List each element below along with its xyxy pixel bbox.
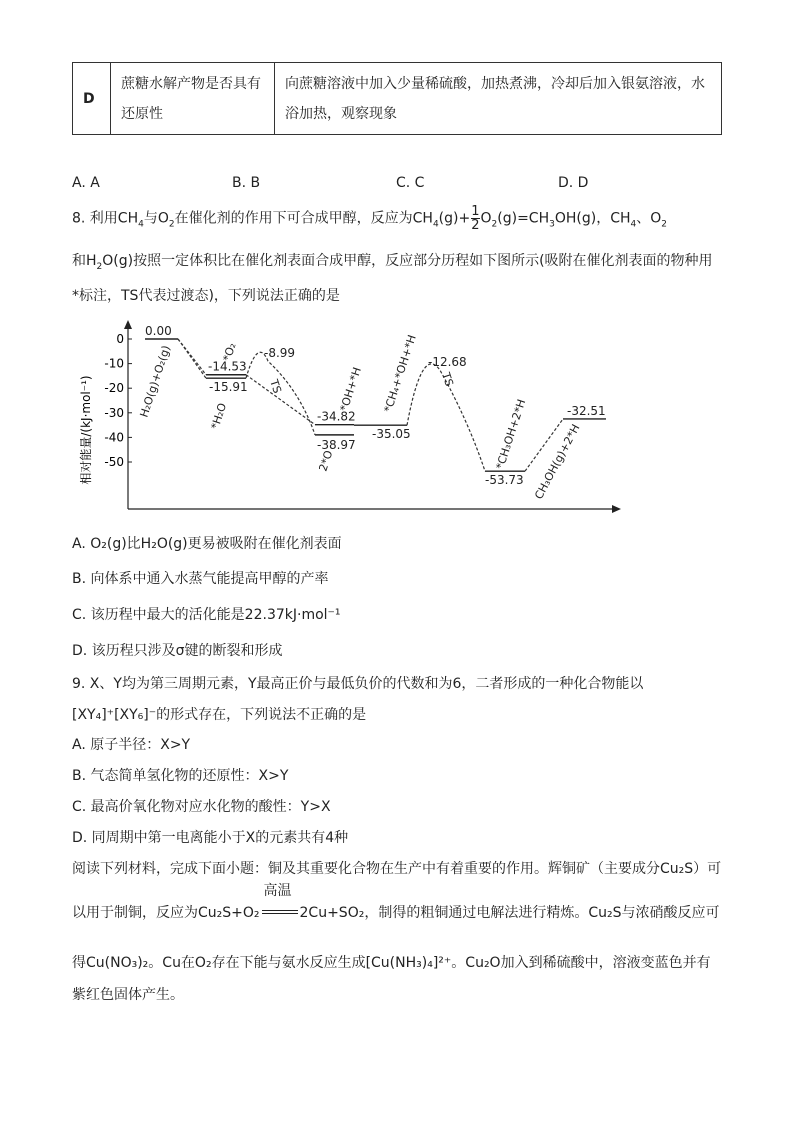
option-table [72, 62, 722, 135]
y-axis-label: 相对能量/(kJ·mol⁻¹) [79, 375, 93, 485]
reaction-condition: 高温 [263, 883, 292, 899]
ts-value-label: -8.99 [264, 346, 296, 361]
q8-text: (g)+ [438, 210, 471, 227]
species-label: *O₂ [220, 341, 239, 363]
fraction-numerator: 1 [471, 204, 480, 219]
equals-arrow-icon [262, 910, 298, 914]
q8-text: (g)=CH [497, 210, 550, 227]
q8-option-b: B. 向体系中通入水蒸气能提高甲醇的产率 [72, 571, 329, 587]
species-label: 2*O [316, 448, 336, 473]
species-label: CH₃OH(g)+2*H [532, 422, 583, 502]
q9-stem-line1: 9. X、Y均为第三周期元素，Y最高正价与最低负价的代数和为6，二者形成的一种化合物能以 [72, 676, 644, 692]
reading-text: 2Cu+SO₂，制得的粗铜通过电解法进行精炼。Cu₂S与浓硝酸反应可 [299, 905, 720, 921]
reading-line4: 紫红色固体产生。 [72, 987, 184, 1003]
level-value-label: -53.73 [485, 473, 524, 488]
q8-text: 在催化剂的作用下可合成甲醇，反应为CH [174, 210, 433, 227]
ts-value-label: -12.68 [428, 355, 467, 370]
q8-text: 、O [636, 210, 662, 227]
table-cell-letter: D [73, 63, 111, 135]
table-cell-line: 向蔗糖溶液中加入少量稀硫酸，加热煮沸，冷却后加入银氨溶液，水 [285, 75, 705, 92]
q8-option-a: A. O₂(g)比H₂O(g)更易被吸附在催化剂表面 [72, 536, 342, 552]
y-axis-arrow [124, 320, 132, 329]
q7-option-c: C. C [396, 175, 425, 191]
reading-line2 [72, 883, 720, 924]
energy-profile-chart [60, 318, 640, 518]
x-axis-arrow [612, 505, 621, 513]
q8-stem-line3: *标注，TS代表过渡态)，下列说法正确的是 [72, 288, 340, 304]
fraction-denominator: 2 [471, 218, 480, 233]
q8-stem-line1: 8. 利用$CH_4$与$O_2$在催化剂的作用下可合成甲醇，反应为$CH_4(g)+$ $\frac{1}{2}$ $O_2(g)=CH_3OH(g)$，$CH_4$、$O_2$ [72, 204, 668, 233]
table-cell-purpose [111, 63, 275, 135]
y-tick-label: -10 [104, 356, 124, 371]
table-cell-line: 浴加热，观察现象 [285, 105, 397, 122]
q8-option-c: C. 该历程中最大的活化能是22.37kJ·mol⁻¹ [72, 607, 341, 623]
species-label: *CH₃OH+2*H [493, 397, 529, 471]
q8-text: OH(g)，CH [554, 210, 631, 227]
q8-option-d: D. 该历程只涉及σ键的断裂和形成 [72, 643, 283, 659]
q9-option-a: A. 原子半径：X>Y [72, 737, 191, 753]
q8-stem-line2: 和$H_2O(g)$按照一定体积比在催化剂表面合成甲醇，反应部分历程如下图所示(吸附在催化剂表面的物种用 [72, 253, 713, 272]
level-value-label: -38.97 [317, 437, 356, 452]
y-tick-label: -40 [104, 430, 124, 445]
species-label: *H₂O [208, 401, 230, 431]
q7-option-a: A. A [72, 175, 100, 191]
q7-option-d: D. D [558, 175, 589, 191]
reading-line1: 阅读下列材料，完成下面小题：铜及其重要化合物在生产中有着重要的作用。辉铜矿（主要成分Cu₂S）可 [72, 861, 722, 877]
reading-line3: 得Cu(NO₃)₂。Cu在O₂存在下能与氨水反应生成[Cu(NH₃)₄]²⁺。Cu₂O加入到稀硫酸中，溶液变蓝色并有 [72, 955, 711, 971]
level-value-label: -32.51 [567, 403, 606, 418]
species-label: H₂O(g)+O₂(g) [137, 343, 173, 419]
table-cell-line: 蔗糖水解产物是否具有 [121, 75, 261, 92]
reading-text: 以用于制铜，反应为Cu₂S+O₂ [72, 905, 260, 921]
ts-label: TS [439, 370, 456, 388]
y-tick-label: -30 [104, 405, 124, 420]
species-label: *CH₄+*OH+*H [381, 333, 419, 414]
pathway-connector [246, 352, 315, 435]
level-value-label: -34.82 [317, 409, 356, 424]
q8-text: O(g)按照一定体积比在催化剂表面合成甲醇，反应部分历程如下图所示(吸附在催化剂表面的物种用 [102, 253, 713, 269]
fraction [471, 205, 479, 232]
y-tick-label: 0 [116, 332, 124, 346]
q8-text: 与O [143, 210, 169, 227]
y-tick-label: -50 [104, 455, 124, 469]
q8-text: 8. 利用CH [72, 210, 139, 227]
species-label: *OH+*H [337, 365, 364, 413]
pathway-connector [178, 339, 206, 378]
q8-text: 和H [72, 253, 97, 269]
q7-option-b: B. B [232, 175, 261, 191]
reaction-arrow [260, 883, 300, 924]
q9-option-c: C. 最高价氧化物对应水化物的酸性：Y>X [72, 799, 331, 815]
level-value-label: 0.00 [145, 324, 172, 338]
table-cell-line: 还原性 [121, 105, 163, 122]
y-tick-label: -20 [104, 381, 124, 396]
q9-option-b: B. 气态简单氢化物的还原性：X>Y [72, 768, 289, 784]
level-value-label: -14.53 [208, 359, 247, 374]
q9-option-d: D. 同周期中第一电离能小于X的元素共有4种 [72, 830, 349, 846]
q9-stem-line2: [XY₄]⁺[XY₆]⁻的形式存在，下列说法不正确的是 [72, 707, 367, 723]
level-value-label: -15.91 [209, 380, 248, 395]
q8-text: O [480, 210, 492, 227]
table-cell-operation [275, 63, 722, 135]
level-value-label: -35.05 [372, 427, 411, 442]
ts-label: TS [267, 377, 284, 395]
table-row [73, 63, 722, 135]
